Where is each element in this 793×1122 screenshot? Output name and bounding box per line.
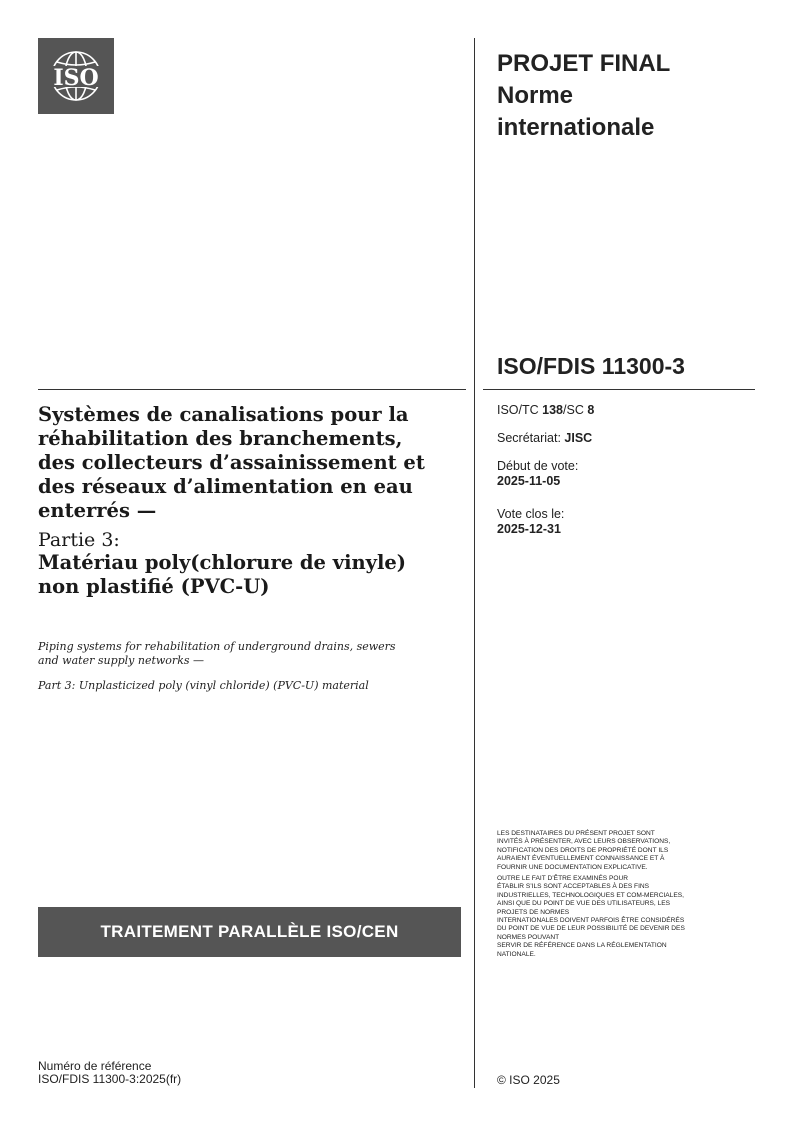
vote-end <box>497 507 564 537</box>
main-title <box>38 403 458 523</box>
notice-line: DU POINT DE VUE DE LEUR POSSIBILITÉ DE DEVENIR DES <box>497 925 685 933</box>
notice-line: FOURNIR UNE DOCUMENTATION EXPLICATIVE. <box>497 863 648 871</box>
notice-paragraph <box>497 830 757 872</box>
copyright: © ISO 2025 <box>497 1073 560 1087</box>
vote-end-date: 2025-12-31 <box>497 522 561 536</box>
main-title-line: des collecteurs d’assainissement et <box>38 451 425 474</box>
notice-paragraph <box>497 875 757 959</box>
title-block <box>38 403 458 599</box>
main-title-line: enterrés — <box>38 499 157 522</box>
notice-line: ÉTABLIR S’ILS SONT ACCEPTABLES À DES FINS <box>497 883 650 891</box>
iso-globe-logo-icon <box>38 38 114 114</box>
part-title <box>38 551 458 599</box>
doc-type-line: PROJET FINAL <box>497 50 671 77</box>
part-title-line: non plastifié (PVC-U) <box>38 575 270 598</box>
notice-line: SERVIR DE RÉFÉRENCE DANS LA RÉGLEMENTATION <box>497 942 667 950</box>
horizontal-divider-right <box>483 389 755 390</box>
secretariat-label: Secrétariat: <box>497 431 565 445</box>
vote-end-label: Vote clos le: <box>497 507 565 521</box>
vote-start <box>497 459 578 489</box>
doc-type-line: internationale <box>497 114 655 141</box>
main-title-line: Systèmes de canalisations pour la <box>38 403 409 426</box>
notice-line: NORMES POUVANT <box>497 933 560 941</box>
notice-line: INVITÉS À PRÉSENTER, AVEC LEURS OBSERVATIONS, <box>497 838 671 846</box>
main-title-line: des réseaux d’alimentation en eau <box>38 475 413 498</box>
notice-line: AINSI QUE DU POINT DE VUE DES UTILISATEURS, LES <box>497 900 671 908</box>
secretariat <box>497 431 592 446</box>
notice-line: INTERNATIONALES DOIVENT PARFOIS ÊTRE CONSIDÉRÉS <box>497 917 685 925</box>
document-number: ISO/FDIS 11300-3 <box>497 353 685 379</box>
parallel-processing-banner <box>38 907 461 957</box>
english-part-title <box>38 679 458 693</box>
tc-number: 138 <box>542 403 564 417</box>
sc-number: 8 <box>587 403 595 417</box>
tc-prefix: ISO/TC <box>497 403 543 417</box>
reference-value: ISO/FDIS 11300-3:2025(fr) <box>38 1072 182 1086</box>
document-type <box>497 48 757 144</box>
doc-type-line: Norme <box>497 82 574 109</box>
notice-line: NOTIFICATION DES DROITS DE PROPRIÉTÉ DONT ILS <box>497 846 669 854</box>
main-title-line: réhabilitation des branchements, <box>38 427 403 450</box>
vote-start-date: 2025-11-05 <box>497 474 561 488</box>
english-title <box>38 640 458 668</box>
vote-start-label: Début de vote: <box>497 459 579 473</box>
vertical-divider <box>474 38 475 1088</box>
notice-line: NATIONALE. <box>497 950 536 958</box>
reference-label: Numéro de référence <box>38 1059 152 1073</box>
logo-text: ISO <box>53 65 99 91</box>
committee-reference <box>497 403 594 418</box>
banner-text: TRAITEMENT PARALLÈLE ISO/CEN <box>100 922 399 941</box>
notice-line: INDUSTRIELLES, TECHNOLOGIQUES ET COM-MERCIALES, <box>497 891 684 899</box>
recipient-notice <box>497 830 757 962</box>
notice-line: OUTRE LE FAIT D’ÊTRE EXAMINÉS POUR <box>497 875 629 883</box>
notice-line: LES DESTINATAIRES DU PRÉSENT PROJET SONT <box>497 830 655 837</box>
english-part-line: Part 3: Unplasticized poly (vinyl chloride) (PVC-U) material <box>38 679 369 692</box>
part-title-line: Matériau poly(chlorure de vinyle) <box>38 551 407 574</box>
part-label: Partie 3: <box>38 529 120 551</box>
notice-line: PROJETS DE NORMES <box>497 908 570 916</box>
iso-logo <box>38 38 114 114</box>
secretariat-value: JISC <box>564 431 593 445</box>
english-title-line: and water supply networks — <box>38 654 204 667</box>
sc-prefix: /SC <box>563 403 588 417</box>
notice-line: AURAIENT ÉVENTUELLEMENT CONNAISSANCE ET À <box>497 855 665 863</box>
reference-number <box>38 1060 181 1086</box>
horizontal-divider-left <box>38 389 466 390</box>
english-title-line: Piping systems for rehabilitation of underground drains, sewers <box>38 640 396 653</box>
